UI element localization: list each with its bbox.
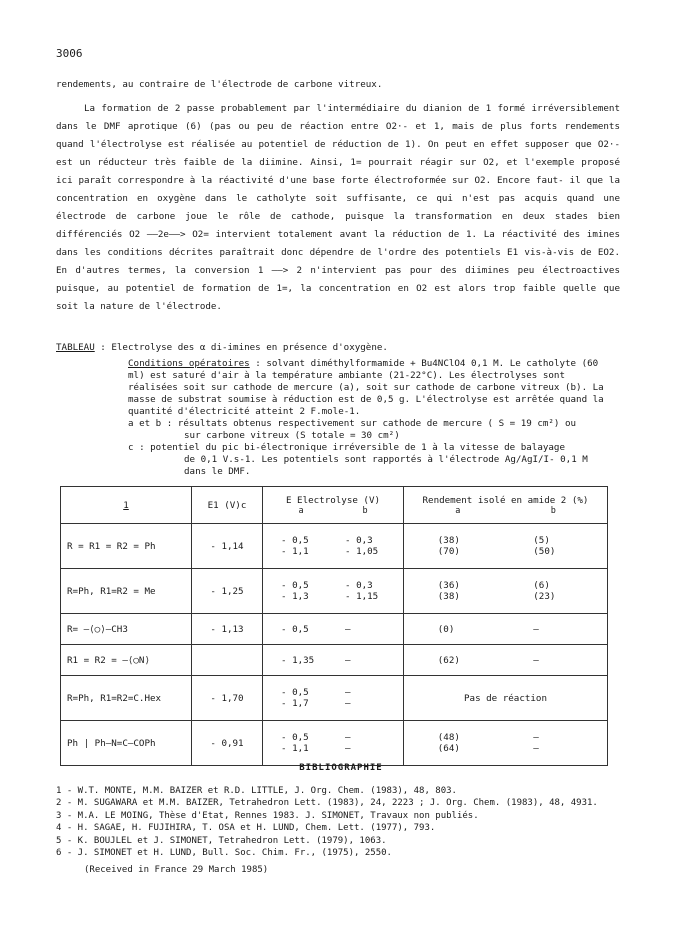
cell-rendement: Pas de réaction bbox=[404, 676, 608, 721]
reference-item: 4 - H. SAGAE, H. FUJIHIRA, T. OSA et H. LUND, Chem. Lett. (1977), 793. bbox=[56, 823, 436, 833]
table-header-row bbox=[61, 487, 608, 524]
cell-substrate: R=Ph, R1=R2 = Me bbox=[61, 569, 192, 614]
tableau-label: TABLEAU bbox=[56, 342, 95, 353]
results-table bbox=[60, 486, 608, 766]
cell-e1: - 1,13 bbox=[192, 614, 263, 645]
header-e1: E1 (V)c bbox=[192, 487, 263, 524]
note-ab: a et b : résultats obtenus respectivement sur cathode de mercure ( S = 19 cm²) ou bbox=[128, 418, 577, 429]
cell-e1: - 1,14 bbox=[192, 524, 263, 569]
reference-item: 1 - W.T. MONTE, M.M. BAIZER et R.D. LITTLE, J. Org. Chem. (1983), 48, 803. bbox=[56, 785, 457, 796]
table-row bbox=[61, 676, 608, 721]
cell-substrate: R= —⟨◯⟩—CH3 bbox=[61, 614, 192, 645]
cell-substrate: R1 = R2 = —⟨◯N⟩ bbox=[61, 645, 192, 676]
cell-e-electrolyse: - 0,5 - 1,3 - 0,3 - 1,15 bbox=[263, 569, 404, 614]
paragraph-2: La formation de 2 passe probablement par l'intermédiaire du dianion de 1 formé irréversiblement dans le DMF aprotique (6) (pas ou peu de réaction entre O2·- et 1, mais de plus forts rendements quand l'électrolyse est réalisée au potentiel de réduction de 1). On peut en effet supposer que O2·- est un réducteur très faible de la diimine. Ainsi, 1= pourrait réagir sur O2, et l'exemple proposé ici paraît correspondre à la réactivité d'une base forte électroformée sur O2. Encore faut- il que la concentration en oxygène dans le catholyte soit suffisante, ce qui n'est pas acquis quand une électrode de carbone joue le rôle de cathode, puisque la transformation en deux stades bien différenciés O2 ——2e——> O2= intervient totalement avant la réduction de 1. La réactivité des imines dans les conditions décrites paraîtrait donc dépendre de l'ordre des potentiels E1 vis-à-vis de EO2. En d'autres termes, la conversion 1 ——> 2 n'intervient pas pour des diimines peu électroactives puisque, au potentiel de formation de 1=, la concentration en O2 est alors trop faible quelle que soit la nature de l'électrode. bbox=[56, 103, 620, 312]
cell-e-electrolyse: - 0,5 - 1,1 — — bbox=[263, 721, 404, 766]
tableau-title bbox=[56, 342, 620, 354]
cell-rendement: (38) (70) (5) (50) bbox=[404, 524, 608, 569]
cell-substrate: R = R1 = R2 = Ph bbox=[61, 524, 192, 569]
cell-e1: - 1,25 bbox=[192, 569, 263, 614]
table-row bbox=[61, 569, 608, 614]
note-c-2: de 0,1 V.s-1. Les potentiels sont rapportés à l'électrode Ag/AgI/I- 0,1 M bbox=[184, 454, 588, 465]
cell-e-electrolyse: - 0,5 — bbox=[263, 614, 404, 645]
conditions bbox=[128, 358, 620, 418]
bibliography-title: BIBLIOGRAPHIE bbox=[299, 763, 383, 773]
tableau-caption-block bbox=[56, 342, 620, 478]
conditions-text: : solvant diméthylformamide + Bu4NClO4 0,1 M. Le catholyte (60 ml) est saturé d'air à la température ambiante (21-22°C). Les électrolyses sont réalisées soit sur cathode de mercure (a), soit sur cathode de carbone vitreux (b). La masse de substrat soumise à réduction est de 0,5 g. L'électrolyse est arrêtée quand la quantité d'électricité atteint 2 F.mole-1. bbox=[128, 358, 604, 417]
reference-item: 3 - M.A. LE MOING, Thèse d'Etat, Rennes 1983. J. SIMONET, Travaux non publiés. bbox=[56, 810, 479, 821]
cell-e1: - 0,91 bbox=[192, 721, 263, 766]
cell-rendement: (36) (38) (6) (23) bbox=[404, 569, 608, 614]
header-substrate: 1 bbox=[61, 487, 192, 524]
cell-e-electrolyse: - 1,35 — bbox=[263, 645, 404, 676]
cell-rendement: (48) (64) — — bbox=[404, 721, 608, 766]
table-row bbox=[61, 645, 608, 676]
page-number: 3006 bbox=[56, 47, 83, 60]
table-row bbox=[61, 524, 608, 569]
reference-list bbox=[56, 785, 626, 860]
reference-item: 2 - M. SUGAWARA et M.M. BAIZER, Tetrahedron Lett. (1983), 24, 2223 ; J. Org. Chem. (1983), 48, 4931. bbox=[56, 798, 598, 808]
cell-e-electrolyse: - 0,5 - 1,1 - 0,3 - 1,05 bbox=[263, 524, 404, 569]
paragraph-1: rendements, au contraire de l'électrode de carbone vitreux. bbox=[56, 79, 383, 90]
cell-rendement: (62) — bbox=[404, 645, 608, 676]
note-c: c : potentiel du pic bi-électronique irréversible de 1 à la vitesse de balayage bbox=[128, 442, 565, 453]
cell-rendement: (0) — bbox=[404, 614, 608, 645]
received-date: (Received in France 29 March 1985) bbox=[84, 864, 269, 875]
tableau-caption: : Electrolyse des α di-imines en présence d'oxygène. bbox=[100, 342, 388, 353]
conditions-label: Conditions opératoires bbox=[128, 358, 250, 369]
tableau-notes bbox=[128, 358, 620, 478]
table-row bbox=[61, 614, 608, 645]
reference-item: 5 - K. BOUJLEL et J. SIMONET, Tetrahedron Lett. (1979), 1063. bbox=[56, 835, 387, 846]
bibliography bbox=[56, 762, 626, 876]
table-row bbox=[61, 721, 608, 766]
header-e-electrolyse: E Electrolyse (V) a b bbox=[263, 487, 404, 524]
cell-e1: - 1,70 bbox=[192, 676, 263, 721]
table-body bbox=[61, 524, 608, 766]
header-rendement: Rendement isolé en amide 2 (%) a b bbox=[404, 487, 608, 524]
cell-e-electrolyse: - 0,5 - 1,7 — — bbox=[263, 676, 404, 721]
note-c-3: dans le DMF. bbox=[184, 466, 251, 477]
note-ab-2: sur carbone vitreux (S totale = 30 cm²) bbox=[184, 430, 400, 441]
reference-item: 6 - J. SIMONET et H. LUND, Bull. Soc. Chim. Fr., (1975), 2550. bbox=[56, 848, 392, 858]
cell-substrate: Ph | Ph—N=C—COPh bbox=[61, 721, 192, 766]
cell-substrate: R=Ph, R1=R2=C.Hex bbox=[61, 676, 192, 721]
cell-e1 bbox=[192, 645, 263, 676]
